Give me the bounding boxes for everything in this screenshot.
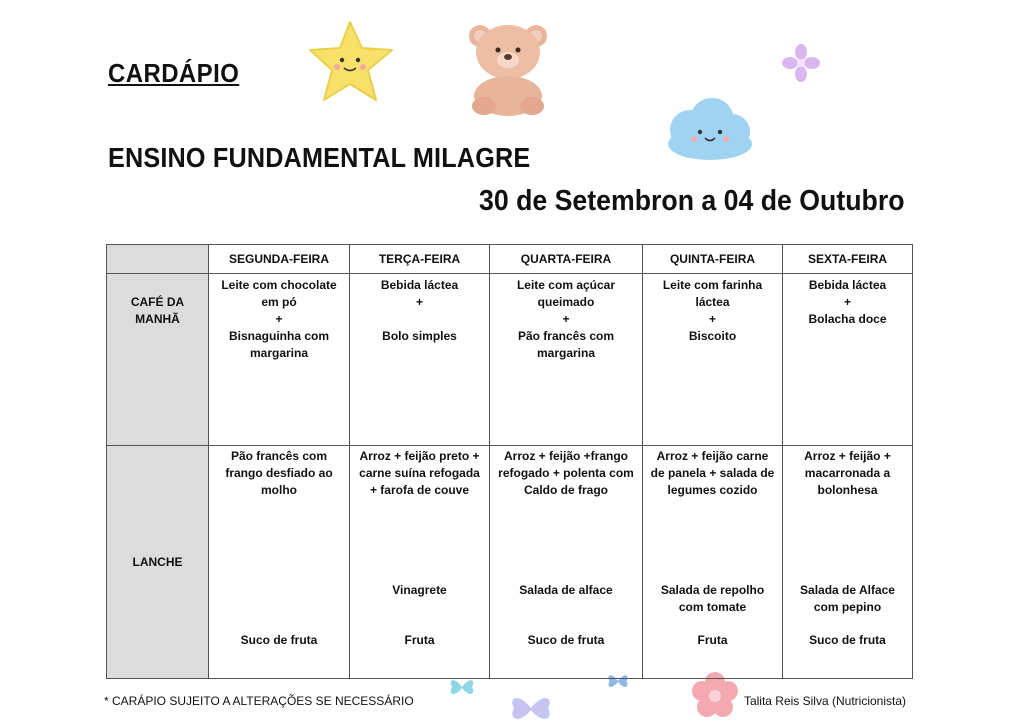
flower-icon <box>782 44 820 82</box>
menu-line: margarina <box>249 346 309 360</box>
date-range: 30 de Setembron a 04 de Outubro <box>478 185 904 217</box>
menu-line: Leite com açúcar <box>516 278 616 292</box>
menu-line: Bebida láctea <box>808 278 887 292</box>
menu-line: molho <box>261 483 297 497</box>
menu-line: carne suína refogada <box>359 466 480 480</box>
menu-line: Pão francês com <box>517 329 615 343</box>
table-row <box>107 274 913 446</box>
menu-line: + <box>708 312 716 326</box>
teddy-bear-icon <box>458 16 558 116</box>
meal-label-cafe <box>107 274 209 446</box>
meal-label-lanche: LANCHE <box>107 446 209 679</box>
menu-line: Arroz + feijão carne <box>656 449 769 463</box>
salad-line: Salada de repolho <box>660 583 765 597</box>
menu-line: Bolacha doce <box>808 312 887 326</box>
drink-line: Fruta <box>697 633 728 647</box>
day-header: QUARTA-FEIRA <box>490 245 643 274</box>
menu-cell <box>643 274 783 446</box>
menu-cell <box>783 274 913 446</box>
salad-line: Vinagrete <box>392 583 447 597</box>
menu-line: de panela + salada de <box>650 466 775 480</box>
salad-line: Salada de alface <box>519 583 613 597</box>
menu-line: + farofa de couve <box>369 483 470 497</box>
menu-line: láctea <box>695 295 730 309</box>
menu-line: + <box>275 312 283 326</box>
menu-line: Arroz + feijão +frango <box>503 449 629 463</box>
table-corner-cell <box>107 245 209 274</box>
cloud-icon <box>660 94 758 164</box>
menu-cell <box>350 274 490 446</box>
menu-table <box>106 244 913 679</box>
menu-line: frango desfiado ao <box>225 466 333 480</box>
menu-line: Bolo simples <box>382 329 457 343</box>
salad-line: com pepino <box>813 600 882 614</box>
menu-cell <box>490 446 643 679</box>
menu-cell <box>783 446 913 679</box>
drink-line: Suco de fruta <box>527 633 605 647</box>
salad-line: Salada de Alface <box>800 583 895 597</box>
meal-label-line: MANHÃ <box>135 312 180 326</box>
drink-line: Suco de fruta <box>809 633 886 647</box>
menu-line: Pão francês com <box>230 449 328 463</box>
menu-cell <box>490 274 643 446</box>
menu-line: Arroz + feijão preto + <box>359 449 480 463</box>
day-header: SEXTA-FEIRA <box>783 245 913 274</box>
table-header-row <box>107 245 913 274</box>
school-name: ENSINO FUNDAMENTAL MILAGRE <box>108 142 531 173</box>
menu-line: Bebida láctea <box>380 278 459 292</box>
butterfly-icon <box>508 692 554 724</box>
day-header: QUINTA-FEIRA <box>643 245 783 274</box>
nutritionist-signature: Talita Reis Silva (Nutricionista) <box>743 694 906 708</box>
menu-line: legumes cozido <box>667 483 758 497</box>
drink-line: Suco de fruta <box>240 633 318 647</box>
menu-line: queimado <box>537 295 595 309</box>
day-header: SEGUNDA-FEIRA <box>209 245 350 274</box>
menu-cell <box>643 446 783 679</box>
menu-line: Bisnaguinha com <box>228 329 329 343</box>
menu-line: refogado + polenta com <box>498 466 634 480</box>
menu-line: + <box>843 295 851 309</box>
menu-line: em pó <box>261 295 297 309</box>
table-row <box>107 446 913 679</box>
menu-cell <box>209 446 350 679</box>
menu-cell <box>350 446 490 679</box>
menu-line: macarronada a <box>804 466 891 480</box>
menu-line: Leite com chocolate <box>221 278 337 292</box>
menu-line: bolonhesa <box>817 483 878 497</box>
menu-line: Arroz + feijão + <box>804 449 891 463</box>
footnote: * CARÁPIO SUJEITO A ALTERAÇÕES SE NECESSÁRIO <box>104 694 414 708</box>
meal-label-line: CAFÉ DA <box>130 295 185 309</box>
menu-line: Leite com farinha <box>662 278 763 292</box>
menu-line: Biscoito <box>688 329 737 343</box>
star-icon <box>306 18 398 106</box>
menu-line: + <box>562 312 570 326</box>
page-title: CARDÁPIO <box>108 58 240 88</box>
menu-line: + <box>415 295 423 309</box>
day-header: TERÇA-FEIRA <box>350 245 490 274</box>
menu-line <box>355 311 484 328</box>
drink-line: Fruta <box>404 633 435 647</box>
menu-line: Caldo de frago <box>523 483 608 497</box>
menu-cell <box>209 274 350 446</box>
salad-line: com tomate <box>678 600 747 614</box>
menu-line: margarina <box>536 346 596 360</box>
